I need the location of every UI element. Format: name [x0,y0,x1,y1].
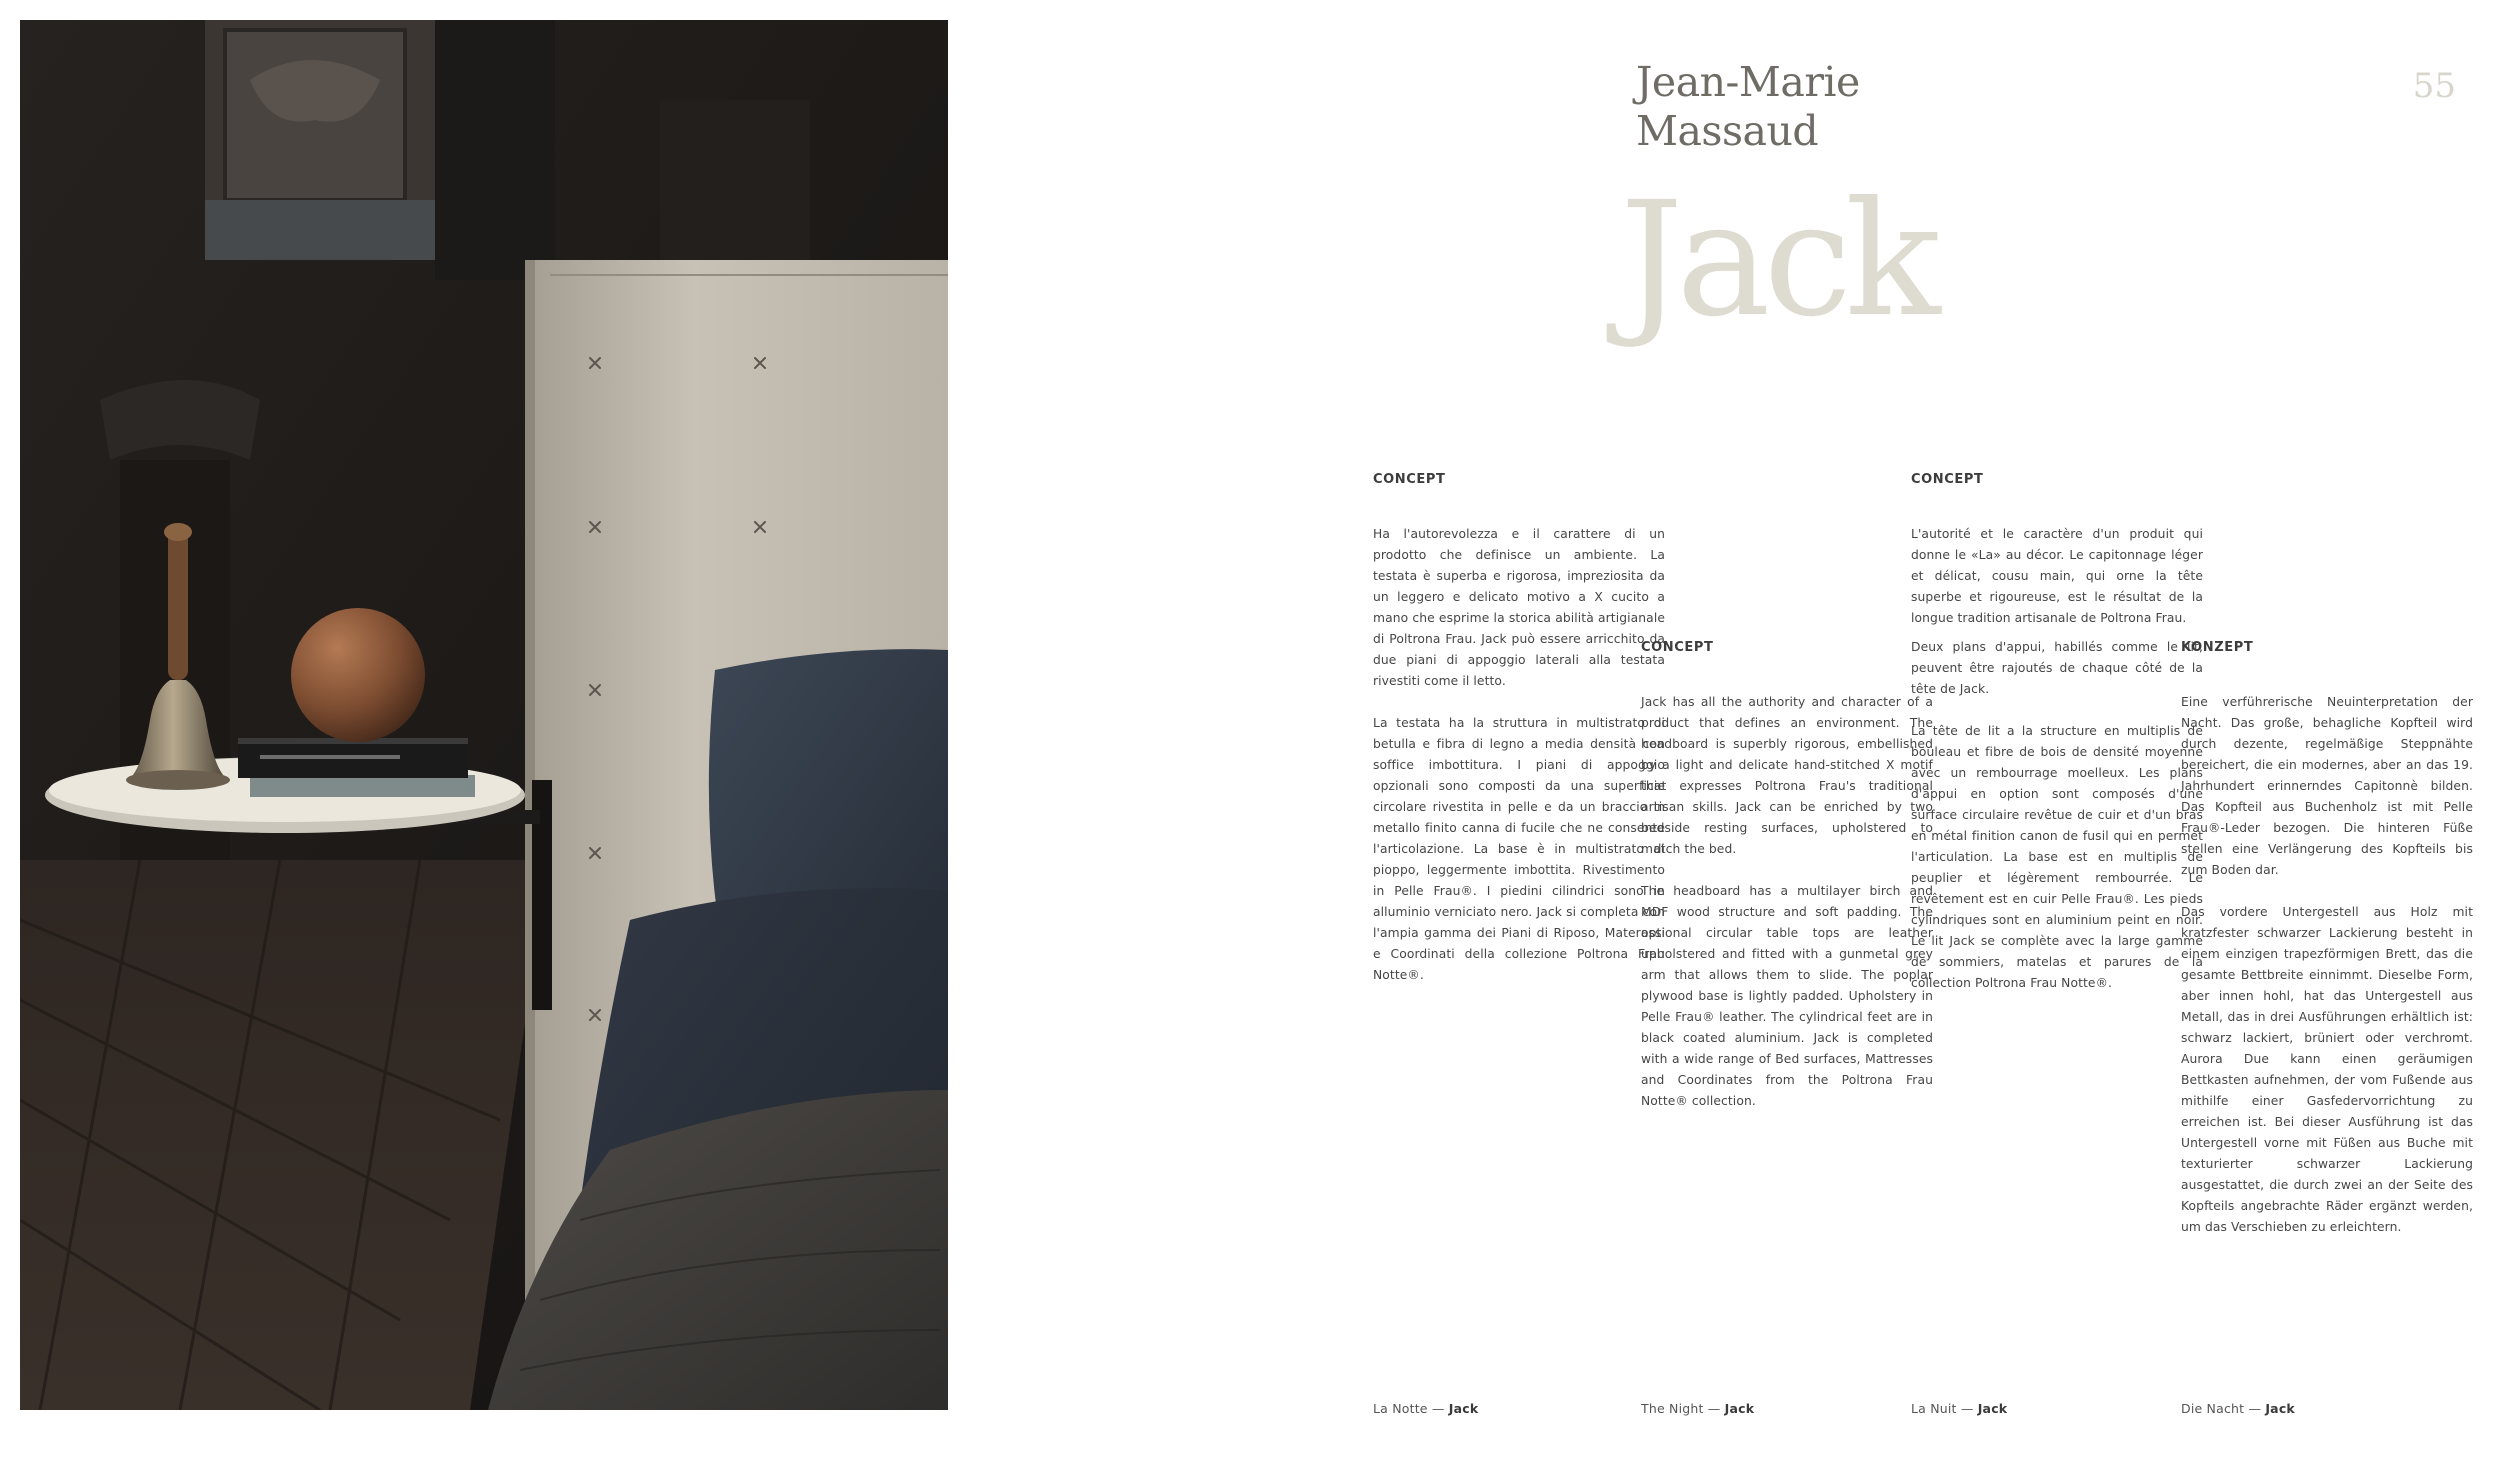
designer-first-name: Jean-Marie [1636,58,1860,106]
section-heading: CONCEPT [1373,472,1446,487]
text-column-italian [1373,472,1665,1007]
footer-product: Jack [1977,1401,2008,1416]
paragraph: L'autorité et le caractère d'un produit qui donne le «La» au décor. Le capitonnage léger et délicat, cousu main, qui orne la tête superbe et rigoureuse, est le résultat de la longue tradition artisanale de Poltrona Frau. [1911,527,2203,625]
page-number: 55 [2412,66,2456,106]
text-column-german [2181,640,2473,1259]
paragraph: The headboard has a multilayer birch and MDF wood structure and soft padding. The optional circular table tops are leather upholstered and fitted with a gunmetal grey arm that allows them to slide. The poplar plywood base is lightly padded. Upholstery in Pelle Frau® leather. The cylindrical feet are in black coated aluminium. Jack is completed with a wide range of Bed surfaces, Mattresses and Coordinates from the Poltrona Frau Notte® collection. [1641,884,1933,1108]
footer-label: The Night — [1641,1401,1725,1416]
designer-name [1636,58,1860,156]
footer-label: Die Nacht — [2181,1401,2266,1416]
footer-label: La Nuit — [1911,1401,1978,1416]
paragraph: Ha l'autorevolezza e il carattere di un prodotto che definisce un ambiente. La testata è superba e rigorosa, impreziosita da un leggero e delicato motivo a X cucito a mano che esprime la storica abilità artigianale di Poltrona Frau. Jack può essere arricchito da due piani di appoggio laterali alla testata rivestiti come il letto. [1373,527,1665,688]
footer-label: La Notte — [1373,1401,1449,1416]
paragraph: Jack has all the authority and character of a product that defines an environment. The headboard is superbly rigorous, embellished by a light and delicate hand-stitched X motif that expresses Poltrona Frau's traditional artisan skills. Jack can be enriched by two bedside resting surfaces, upholstered to match the bed. [1641,695,1933,856]
footer-english [1641,1401,1754,1416]
paragraph: Das vordere Untergestell aus Holz mit kratzfester schwarzer Lackierung besteht in einem einzigen trapezförmigen Brett, das die gesamte Bettbreite einnimmt. Dieselbe Form, aber innen hohl, hat das Untergestell aus Metall, das in drei Ausführungen erhältlich ist: schwarz lackiert, brüniert oder verchromt. Aurora Due kann einen geräumigen Bettkasten aufnehmen, der vom Fußende aus mithilfe einer Gasfedervorrichtung zu erreichen ist. Bei dieser Ausführung ist das Untergestell vorne mit Füßen aus Buche mit texturierter schwarzer Lackierung ausgestattet, die durch zwei an der Seite des Kopfteils angebrachte Räder ergänzt werden, um das Verschieben zu erleichtern. [2181,905,2473,1234]
paragraph: La testata ha la struttura in multistrato di betulla e fibra di legno a media densità con soffice imbottitura. I piani di appoggio opzionali sono composti da una superficie circolare rivestita in pelle e da un braccio in metallo finito canna di fucile che ne consente l'articolazione. La base è in multistrato di pioppo, leggermente imbottita. Rivestimento in Pelle Frau®. I piedini cilindrici sono in alluminio verniciato nero. Jack si completa con l'ampia gamma dei Piani di Riposo, Materassi e Coordinati della collezione Poltrona Frau Notte®. [1373,716,1665,982]
text-column-english [1641,640,1933,1133]
paragraph: Deux plans d'appui, habillés comme le lit, peuvent être rajoutés de chaque côté de la tête de Jack. [1911,640,2203,696]
footer-product: Jack [1448,1401,1479,1416]
footer-german [2181,1401,2295,1416]
section-heading: CONCEPT [1911,472,1984,487]
paragraph: La tête de lit a la structure en multiplis de bouleau et fibre de bois de densité moyenne avec un rembourrage moelleux. Les plans d'appui en option sont composés d'une surface circulaire revêtue de cuir et d'un bras en métal finition canon de fusil qui en permet l'articulation. La base est en multiplis de peuplier et légèrement rembourrée. Le revêtement est en cuir Pelle Frau®. Les pieds cylindriques sont en aluminium peint en noir. Le lit Jack se complète avec la large gamme de sommiers, matelas et parures de la collection Poltrona Frau Notte®. [1911,724,2203,990]
paragraph: Eine verführerische Neuinterpretation der Nacht. Das große, behagliche Kopfteil wird durch dezente, regelmäßige Steppnähte bereichert, die ein modernes, aber an das 19. Jahrhundert erinnerndes Capitonnè bilden. Das Kopfteil aus Buchenholz ist mit Pelle Frau®-Leder bezogen. Die hinteren Füße stellen eine Verlängerung des Kopfteils bis zum Boden dar. [2181,695,2473,877]
product-title: Jack [1620,168,1934,352]
bedroom-scene-illustration [20,20,948,1410]
section-heading: CONCEPT [1641,640,1714,655]
designer-last-name: Massaud [1636,107,1819,155]
footer-product: Jack [1724,1401,1755,1416]
footer-product: Jack [2265,1401,2295,1416]
product-photo [20,20,948,1410]
footer-italian [1373,1401,1478,1416]
footer-french [1911,1401,2007,1416]
text-column-french [1911,472,2203,1015]
section-heading: KONZEPT [2181,640,2254,655]
